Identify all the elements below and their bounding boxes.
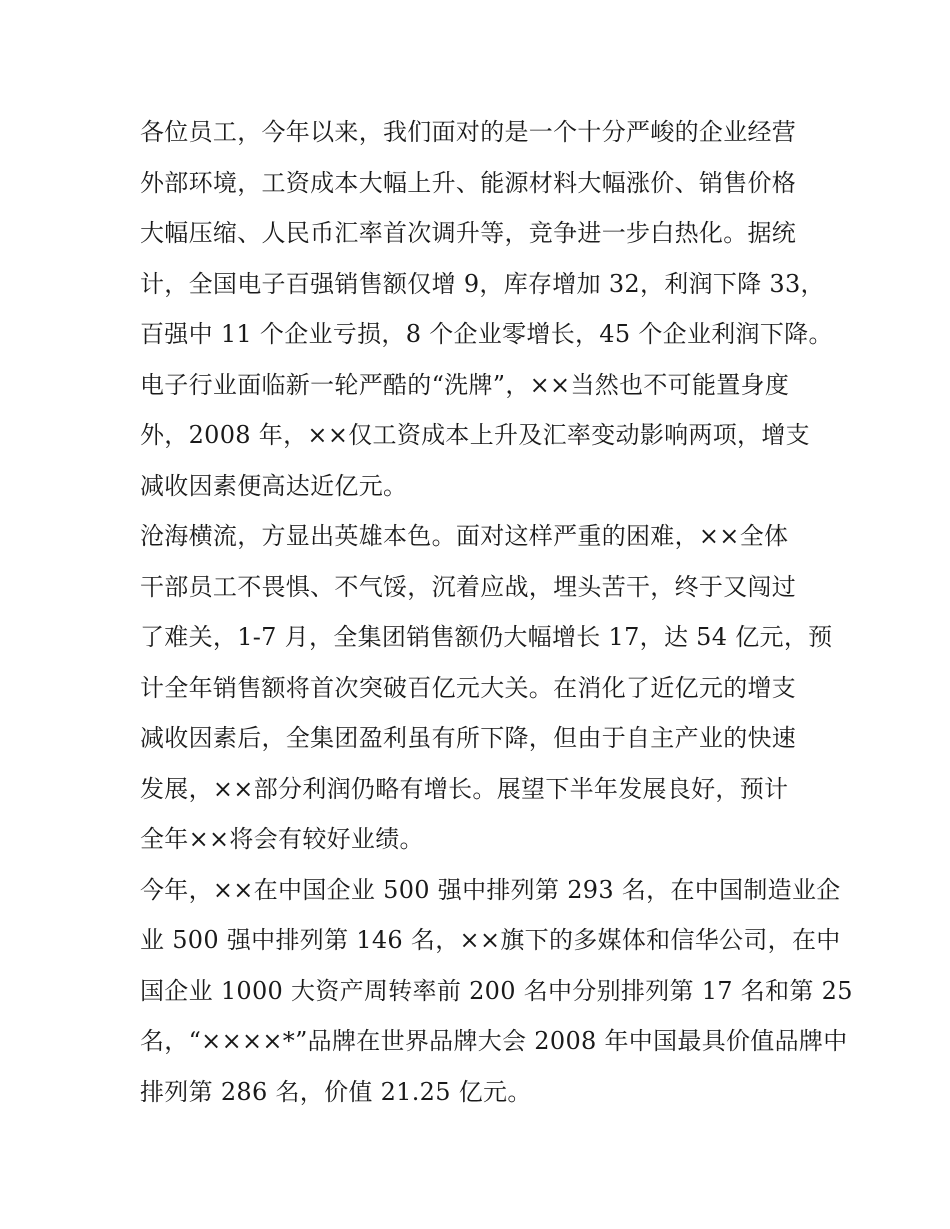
text-line: 今年，××在中国企业 500 强中排列第 293 名，在中国制造业企 bbox=[140, 875, 841, 904]
text-line: 减收因素后，全集团盈利虽有所下降，但由于自主产业的快速 bbox=[140, 724, 797, 752]
text-line: 计全年销售额将首次突破百亿元大关。在消化了近亿元的增支 bbox=[140, 673, 797, 702]
text-line: 外，2008 年，××仅工资成本上升及汇率变动影响两项，增支 bbox=[140, 421, 810, 449]
text-line: 了难关，1-7 月，全集团销售额仍大幅增长 17，达 54 亿元，预 bbox=[140, 623, 833, 651]
text-line: 沧海横流，方显出英雄本色。面对这样严重的困难，××全体 bbox=[140, 522, 789, 550]
text-line: 发展，××部分利润仍略有增长。展望下半年发展良好，预计 bbox=[140, 774, 789, 803]
text-line: 大幅压缩、人民币汇率首次调升等，竞争进一步白热化。据统 bbox=[140, 219, 797, 247]
text-line: 各位员工，今年以来，我们面对的是一个十分严峻的企业经营 bbox=[140, 118, 797, 146]
text-line: 业 500 强中排列第 146 名，××旗下的多媒体和信华公司，在中 bbox=[140, 926, 841, 954]
text-line: 外部环境，工资成本大幅上升、能源材料大幅涨价、销售价格 bbox=[140, 168, 797, 197]
text-line: 排列第 286 名，价值 21.25 亿元。 bbox=[140, 1077, 532, 1106]
text-line: 计，全国电子百强销售额仅增 9，库存增加 32，利润下降 33， bbox=[140, 269, 825, 298]
text-line: 全年××将会有较好业绩。 bbox=[140, 825, 424, 853]
text-line: 国企业 1000 大资产周转率前 200 名中分别排列第 17 名和第 25 bbox=[140, 976, 853, 1005]
text-line: 干部员工不畏惧、不气馁，沉着应战，埋头苦干，终于又闯过 bbox=[140, 572, 797, 601]
text-line: 百强中 11 个企业亏损，8 个企业零增长，45 个企业利润下降。 bbox=[140, 320, 833, 348]
text-line: 减收因素便高达近亿元。 bbox=[140, 471, 408, 500]
text-line: 名，“××××*”品牌在世界品牌大会 2008 年中国最具价值品牌中 bbox=[140, 1027, 848, 1055]
document-body bbox=[140, 107, 853, 1117]
text-line: 电子行业面临新一轮严酷的“洗牌”，××当然也不可能置身度 bbox=[140, 370, 790, 399]
